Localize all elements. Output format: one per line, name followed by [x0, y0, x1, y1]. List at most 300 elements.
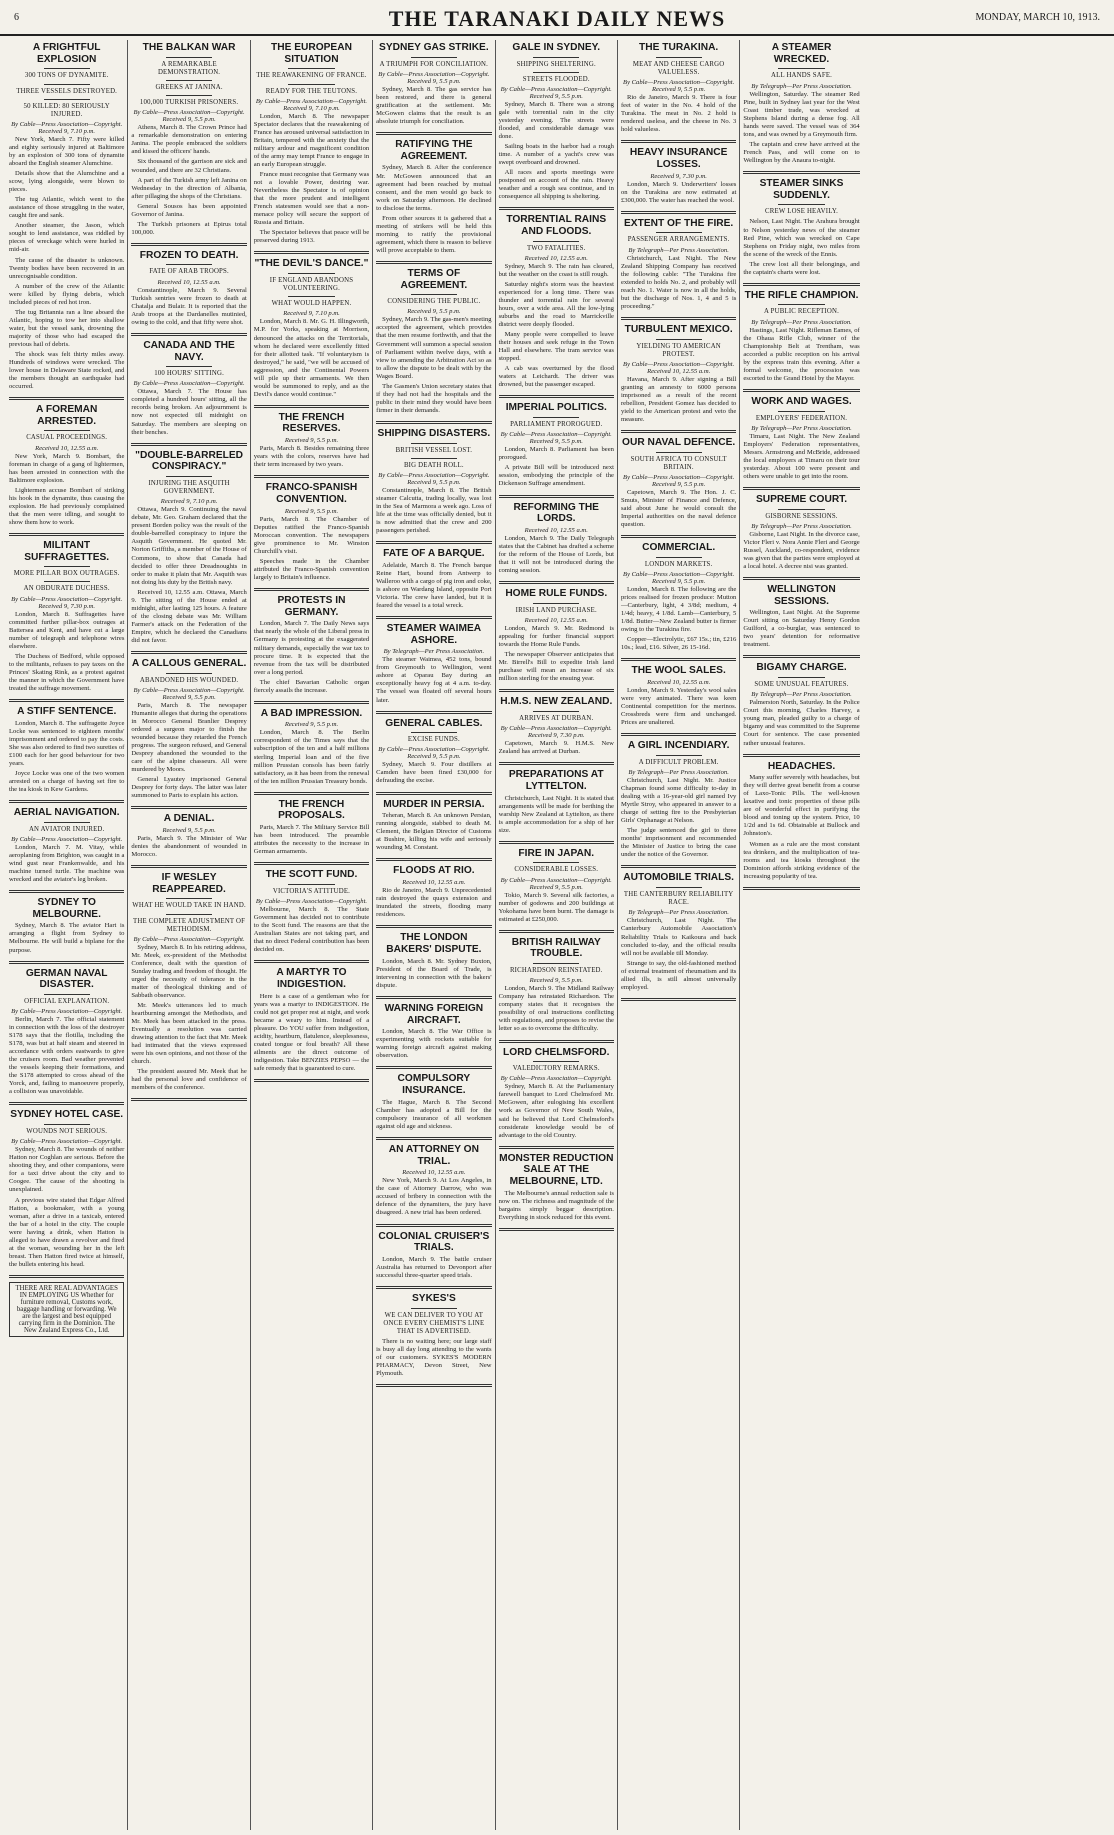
subheading: THE COMPLETE ADJUSTMENT OF METHODISM. — [133, 917, 246, 933]
paragraph: Ottawa, March 7. The House has completed a hundred hours' sitting, all the records being broken. An adjournment is now not expected till midnight on Saturday. The members are sleeping on their benches. — [131, 388, 247, 436]
subheading: WHAT WOULD HAPPEN. — [271, 300, 352, 308]
article-body — [131, 506, 246, 645]
article-separator — [743, 655, 859, 658]
dateline: By Cable—Press Association—Copyright. Received 9, 5.5 p.m. — [133, 686, 245, 701]
article-separator — [9, 1102, 124, 1105]
subheading: VALEDICTORY REMARKS. — [512, 1065, 600, 1073]
article — [621, 218, 736, 311]
divider-rule — [533, 241, 579, 242]
article — [254, 42, 369, 245]
headline: AN ATTORNEY ON TRIAL. — [388, 1143, 479, 1167]
subheading: RICHARDSON REINSTATED. — [509, 967, 603, 975]
divider-rule — [533, 57, 579, 58]
subheading: SOUTH AFRICA TO CONSULT BRITAIN. — [630, 455, 727, 471]
article-body — [131, 944, 246, 1093]
paragraph: Strange to say, the old-fashioned method of external treatment of rheumatism and its allied ills, is still almost universally employed. — [620, 959, 737, 991]
subheading: GISBORNE SESSIONS. — [765, 512, 838, 520]
article-separator — [376, 1286, 491, 1289]
dateline: Received 10, 12.55 a.m. — [157, 278, 221, 286]
paragraph: General Sousos has been appointed Governor of Janina. — [131, 202, 247, 218]
paragraph: Many people were compelled to leave their houses and seek refuge in the Town Hall and elsewhere. The tram service was stopped. — [498, 331, 614, 363]
paragraph: Many suffer severely with headaches, but they will derive great benefit from a course of Laxo-Tonic Pills. The well-known laxative and tonic properties of these pills are of wonderful effect in purifying the blood and toning up the system. Price, 10 1/2d and 1s 6d. Obtainable at Bullock and Johnston's. — [743, 774, 860, 838]
article-separator — [743, 754, 859, 757]
article — [499, 937, 614, 1034]
headline: MURDER IN PERSIA. — [383, 798, 485, 810]
subheading: MEAT AND CHEESE CARGO VALUELESS. — [632, 60, 725, 76]
article-body — [376, 1256, 491, 1280]
paragraph: Sydney, March 9. The gas-men's meeting accepted the agreement, which provides that the men resume forthwith, and that the Government will summon a special session of Parliament within twelve days, with a view to amending the Arbitration Act so as to allow the dispute to be dealt with by the Wages Board. — [376, 316, 492, 380]
article — [9, 540, 124, 693]
article-separator — [254, 701, 369, 704]
subheading: ALL HANDS SAFE. — [770, 72, 833, 80]
subheading: THREE VESSELS DESTROYED. — [16, 87, 118, 95]
article-separator — [621, 535, 736, 538]
newspaper-title: THE TARANAKI DAILY NEWS — [388, 6, 726, 31]
paragraph: London, March 9. Underwriters' losses on the Turakina are now estimated at £300,000. The water has reached the wool. — [620, 180, 737, 204]
headline: A FRIGHTFUL EXPLOSION — [32, 42, 101, 65]
dateline: By Telegraph—Per Press Association. — [383, 648, 485, 656]
paragraph: London, March 8. The War Office is experimenting with rockets suitable for warning foreign aircraft against making observation. — [376, 1028, 492, 1060]
headline: MILITANT SUFFRAGETTES. — [24, 539, 110, 563]
column-5 — [496, 40, 618, 1830]
headline: STEAMER WAIMEA ASHORE. — [386, 622, 482, 646]
paragraph: London, March 7. M. Vitay, while aeroplaning from Brighton, was caught in a wind gust near Frankenwalde, and his machine turned turtle. The machine was wrecked and the aviator's leg broken. — [9, 843, 125, 883]
article-body — [376, 487, 491, 535]
article-separator — [131, 865, 246, 868]
article-body — [254, 318, 369, 398]
paragraph: Women as a rule are the most constant tea drinkers, and the multiplication of tea-rooms and tea kiosks throughout the Dominion affords striking evidence of the increasing popularity of tea. — [743, 840, 860, 880]
headline: A GIRL INCENDIARY. — [627, 740, 730, 752]
article — [499, 214, 614, 389]
paragraph: Constantinople, March 8. The British steamer Calcutta, trading locally, was lost in the Sea of Marmora a week ago. Loss of life at the time was officially denied, but it is now admitted that the crew and 200 passengers perished. — [376, 486, 492, 534]
article-separator — [621, 658, 736, 661]
article — [9, 807, 124, 884]
dateline: By Cable—Press Association—Copyright. — [500, 1075, 612, 1083]
article — [376, 1003, 491, 1061]
headline: IF WESLEY REAPPEARED. — [152, 871, 226, 895]
paragraph: Hastings, Last Night. Rifleman Eames, of the Ohaua Rifle Club, winner of the Championship Belt at Trentham, was accorded a public reception on his arrival by the express train this evening. After a formal welcome, the procession was escorted to the Grand Hotel by the Mayor. — [743, 326, 860, 382]
paragraph: France must recognise that Germany was not a lovable Power, desiring war. Nevertheless the Spectator is of opinion that the more prudent and intelligent French statesmen would see that a non-menace policy will secure the support of Russia and Britain. — [253, 170, 370, 227]
article-separator — [376, 792, 491, 795]
article-body — [9, 136, 124, 391]
dateline: Received 10, 12.55 a.m. — [524, 616, 588, 624]
paragraph: A number of the crew of the Atlantic were killed by flying debris, which included pieces of red hot iron. — [9, 282, 125, 306]
headline: PREPARATIONS AT LYTTELTON. — [508, 769, 604, 792]
article-separator — [131, 806, 246, 809]
dateline: By Cable—Press Association—Copyright. Received 9, 5.5 p.m. — [500, 86, 612, 101]
divider-rule — [44, 84, 90, 85]
headline: LORD CHELMSFORD. — [503, 1046, 610, 1058]
article — [499, 696, 614, 756]
divider-rule — [166, 476, 212, 477]
paragraph: A part of the Turkish army left Janina on Wednesday in the direction of Albania, after pillaging the shops of the Christians. — [131, 176, 247, 200]
paragraph: Here is a case of a gentleman who for years was a martyr to INDIGESTION. He could not get proper rest at night, and work became a weary to him. Instead of a pleasure. Do YOU suffer from indigestion, acidity, heartburn, flatulence, sleeplessness, coated tongue or foul breath? All these ailments are the direct outcome of indigestion. Take BENZIES PEPSO — the safe remedy that is guaranteed to cure. — [253, 992, 370, 1072]
article-body — [376, 86, 491, 126]
article — [499, 42, 614, 201]
article-separator — [9, 890, 124, 893]
divider-rule — [44, 68, 90, 69]
dateline: By Cable—Press Association—Copyright. Received 9, 5.5 p.m. — [378, 746, 490, 761]
headline: FRANCO-SPANISH CONVENTION. — [265, 482, 358, 505]
article-separator — [9, 397, 124, 400]
headline: FIRE IN JAPAN. — [518, 847, 595, 859]
article-separator — [376, 711, 491, 714]
headline: BRITISH RAILWAY TROUBLE. — [511, 936, 601, 960]
headline: HEAVY INSURANCE LOSSES. — [629, 147, 728, 170]
divider-rule — [288, 273, 334, 274]
divider-rule — [411, 443, 457, 444]
subheading: WOUNDS NOT SERIOUS. — [26, 1128, 108, 1136]
dateline: Received 9, 5.5 p.m. — [162, 826, 216, 834]
article-body — [254, 620, 369, 694]
paragraph: Wellington, Saturday. The steamer Red Pine, built in Sydney last year for the West Coast timber trade, was wrecked at Stephens Island during a dense fog. All hands were saved. The vessel was of 364 tons, and was owned by a Greymouth firm. — [743, 90, 860, 138]
dateline: By Cable—Press Association—Copyright. Received 10, 12.55 a.m. — [623, 360, 735, 375]
dateline: Received 9, 7.30 p.m. — [650, 172, 707, 180]
article-body — [621, 917, 736, 991]
dateline: By Telegraph—Per Press Association. — [751, 522, 852, 530]
paragraph: Christchurch, Last Night. It is stated that arrangements will be made for berthing the warship New Zealand at Lyttelton, as there is ample accommodation for a ship of her size. — [498, 794, 614, 834]
subheading: SHIPPING SHELTERING. — [516, 60, 596, 68]
article — [743, 42, 859, 165]
headline: THE TURAKINA. — [639, 42, 719, 53]
article — [743, 761, 859, 881]
divider-rule — [778, 509, 825, 510]
headline: A CALLOUS GENERAL. — [131, 657, 247, 669]
article-body — [254, 445, 369, 469]
article — [254, 412, 369, 470]
column-3 — [251, 40, 373, 1830]
paragraph: London, March 9. The battle cruiser Australia has returned to Devonport after successful three-quarter speed trials. — [376, 1255, 492, 1279]
article-separator — [254, 862, 369, 865]
article — [131, 450, 246, 645]
headline: THE LONDON BAKERS' DISPUTE. — [386, 932, 482, 955]
divider-rule — [288, 884, 334, 885]
article-body — [499, 101, 614, 201]
paragraph: Six thousand of the garrison are sick and wounded, and there are 32 Christians. — [131, 158, 247, 174]
dateline: Received 9, 7.10 p.m. — [283, 310, 340, 318]
article — [376, 548, 491, 610]
paragraph: All races and sports meetings were postponed on account of the rain. Heavy weather and a rough sea continue, and in consequence all shipping is sheltering. — [498, 169, 614, 201]
article-body — [9, 611, 124, 693]
article — [376, 1144, 491, 1218]
masthead — [0, 0, 1114, 36]
paragraph: Saturday night's storm was the heaviest experienced for a long time. There was thunder and torrential rain for several hours, over a wide area. All the low-lying suburbs and the road to Marrickville district were deeply flooded. — [498, 281, 614, 329]
article-body — [376, 656, 491, 704]
article-separator — [743, 487, 859, 490]
headline: A STIFF SENTENCE. — [17, 705, 117, 717]
headline: REFORMING THE LORDS. — [513, 501, 599, 525]
subheading: PARLIAMENT PROROGUED. — [510, 421, 603, 429]
paragraph: Received 10, 12.55 a.m. Ottawa, March 9. The sitting of the House ended at midnight, after lasting 125 hours. A feature of the closing debate was Mr. William Farmer's attack on the Federation of the Empire, which he declared the Canadians did not favor. — [131, 588, 247, 644]
paragraph: The Spectator believes that peace will be preserved during 1913. — [253, 229, 370, 245]
paragraph: London, March 8. The suffragette Joyce Locke was sentenced to eighteen months' imprisonment and ordered to pay the costs. She was also ordered to find two sureties of £100 each for her good behaviour for two years. — [9, 719, 125, 767]
dateline: By Cable—Press Association—Copyright. Received 9, 5.5 p.m. — [133, 109, 245, 124]
article-separator — [9, 533, 124, 536]
article-separator — [743, 283, 859, 286]
headline: FLOODS AT RIO. — [393, 865, 475, 877]
subheading: IRISH LAND PURCHASE. — [515, 606, 597, 614]
article-separator — [376, 1066, 491, 1069]
headline: THE FRENCH RESERVES. — [278, 411, 345, 435]
article — [621, 872, 736, 991]
article-body — [499, 535, 614, 575]
headline: GERMAN NAVAL DISASTER. — [25, 967, 108, 991]
article-body — [621, 94, 736, 134]
subheading: PASSENGER ARRANGEMENTS. — [627, 236, 730, 244]
dateline: Received 9, 5.5 p.m. — [284, 437, 339, 445]
subheading: CASUAL PROCEEDINGS. — [26, 434, 108, 442]
article-body — [621, 376, 736, 424]
article-body — [131, 388, 246, 436]
column-2 — [128, 40, 250, 1830]
divider-rule — [166, 366, 212, 367]
article-body — [131, 287, 246, 327]
article-body — [621, 777, 736, 859]
subheading: CONSIDERING THE PUBLIC. — [387, 298, 481, 306]
subheading: BIG DEATH ROLL. — [403, 461, 464, 469]
paragraph: The tug Britannia ran a line aboard the Atlantic, hoping to tow her into shallow water, but the vessel sank, drowning the majority of those who had escaped the previous hail of debris. — [9, 308, 125, 348]
headline: SUPREME COURT. — [755, 493, 848, 505]
headline: THE SCOTT FUND. — [265, 869, 358, 881]
headline: HOME RULE FUNDS. — [505, 588, 608, 600]
headline: THE WOOL SALES. — [631, 665, 726, 677]
article — [254, 869, 369, 954]
article — [499, 1047, 614, 1140]
headline: TORRENTIAL RAINS AND FLOODS. — [506, 214, 607, 238]
article-body — [9, 844, 124, 884]
dateline: By Cable—Press Association—Copyright. Received 9, 5.5 p.m. — [623, 571, 735, 586]
divider-rule — [166, 95, 212, 96]
article-separator — [131, 1098, 246, 1101]
paragraph: London, March 8. Mr. G. H. Illingworth, M.P. for Yorks, speaking at Morrison, denounced the attacks on the Territorials, whom he declared were excellently fitted for their allotted task. "If voluntaryism is destroyed," he said, "we will be accused of aggression, and the Continental Powers will pile up their armaments. We then would be summoned to reply, and as the Devil's dance would continue." — [253, 318, 370, 398]
article-separator — [131, 443, 246, 446]
article — [9, 1109, 124, 1268]
article — [499, 1153, 614, 1222]
divider-rule — [778, 204, 825, 205]
divider-rule — [288, 296, 334, 297]
article — [743, 290, 859, 383]
subheading: ARRIVES AT DURBAN. — [519, 714, 594, 722]
headline: FROZEN TO DEATH. — [139, 249, 239, 261]
paragraph: Tokio, March 9. Several silk factories, a number of godowns and 200 buildings at Yokohama have been burnt. The damage is estimated at £250,000. — [498, 891, 614, 923]
headline: THE BALKAN WAR — [142, 42, 236, 53]
headline: COMPULSORY INSURANCE. — [397, 1073, 471, 1097]
article-body — [499, 985, 614, 1033]
paragraph: The shock was felt thirty miles away. Hundreds of windows were wrecked. The lower house in Delaware State rocked, and the members thought an earthquake had occurred. — [9, 350, 125, 390]
article — [499, 502, 614, 576]
article — [376, 1231, 491, 1281]
article — [376, 42, 491, 126]
article-separator — [743, 389, 859, 392]
article-body — [376, 761, 491, 785]
paragraph: Paris, March 8. Besides remaining three years with the colors, reserves have had their term increased by two years. — [253, 445, 370, 469]
paragraph: The Melbourne's annual reduction sale is now on. The richness and magnitude of the bargains simply beggar description. Everything in stock reduced for this event. — [498, 1189, 614, 1221]
article-body — [376, 1338, 491, 1378]
article-body — [621, 687, 736, 727]
paragraph: Melbourne, March 8. The State Government has decided not to contribute to the Scott fund. The reasons are that the Australian States are not taking part, and that no direct Federal contribution has been decided on. — [253, 906, 370, 954]
article — [254, 799, 369, 857]
paragraph: Sydney, March 8. The gas service has been restored, and there is general gratification at the settlement. Mr. McGowen claims that the result is an absolute triumph for conciliation. — [376, 85, 492, 125]
article — [9, 42, 124, 391]
paragraph: There is no waiting here; our large staff is busy all day long attending to the wants of our customers. SYKES'S MODERN PHARMACY, Devon Street, New Plymouth. — [376, 1338, 492, 1378]
divider-rule — [778, 677, 825, 678]
dateline: Received 9, 5.5 p.m. — [407, 308, 461, 316]
article — [376, 865, 491, 919]
article — [376, 932, 491, 990]
article-separator — [499, 495, 614, 498]
article-separator — [376, 1384, 491, 1387]
article-body — [499, 1083, 614, 1139]
paragraph: Timaru, Last Night. The New Zealand Employers' Federation representatives, Messrs. Armstrong and McBride, addressed the local employers at Timaru on their tour yesterday. About 100 were present and others were unable to get into the room. — [743, 432, 860, 480]
headline: AUTOMOBILE TRIALS. — [623, 872, 735, 884]
article — [621, 147, 736, 205]
article-separator — [9, 800, 124, 803]
paragraph: Sydney, March 8. The aviator Hart is arranging a flight from Sydney to Melbourne. He will build a biplane for the purpose. — [9, 922, 125, 954]
headline: PROTESTS IN GERMANY. — [277, 594, 346, 618]
divider-rule — [44, 822, 90, 823]
subheading: ABANDONED HIS WOUNDED. — [139, 676, 239, 684]
subheading: 100 HOURS' SITTING. — [154, 370, 224, 378]
article-body — [499, 446, 614, 488]
dateline: By Cable—Press Association—Copyright. Received 9, 5.5 p.m. — [378, 471, 490, 486]
divider-rule — [778, 68, 825, 69]
article-separator — [743, 887, 859, 890]
dateline: By Cable—Press Association—Copyright. Received 9, 5.5 p.m. — [500, 431, 612, 446]
divider-rule — [44, 99, 90, 100]
dateline: By Cable—Press Association—Copyright. — [11, 835, 123, 843]
dateline: By Cable—Press Association—Copyright. — [133, 380, 245, 388]
article-body — [499, 795, 614, 835]
headline: TERMS OF AGREEMENT. — [400, 267, 468, 291]
article — [376, 428, 491, 535]
article-separator — [621, 211, 736, 214]
article-separator — [499, 689, 614, 692]
article — [9, 897, 124, 955]
headline: A MARTYR TO INDIGESTION. — [276, 967, 347, 990]
dateline: By Cable—Press Association—Copyright. Received 9, 7.10 p.m. — [11, 121, 123, 136]
article-body — [376, 1099, 491, 1131]
article-body — [499, 892, 614, 924]
paragraph: General Lyautey imprisoned General Desprey for forty days. The latter was later summoned to Paris to explain his action. — [131, 776, 247, 800]
paragraph: Adelaide, March 8. The French barque Reine Hart, bound from Antwerp to Walleroo with a cargo of pig iron and coke, is ashore on Wardang Island, opposite Port Victoria. The crew have landed, but it is feared the vessel is a total wreck. — [376, 561, 492, 609]
article-body — [131, 124, 246, 236]
headline: IMPERIAL POLITICS. — [505, 402, 607, 414]
headline: "DOUBLE-BARRELED CONSPIRACY." — [135, 449, 243, 473]
divider-rule — [411, 458, 457, 459]
paragraph: Speeches made in the Chamber attributed the Franco-Spanish convention largely to Britain's influence. — [253, 557, 370, 581]
paragraph: London, March 7. The Daily News says that nearly the whole of the Liberal press in Germany is protesting at the exaggerated military demands, especially the war tax to procure time. It is expected that the revenue from the tax will be distributed over a long period. — [253, 620, 370, 676]
headline: GALE IN SYDNEY. — [512, 42, 601, 53]
headline: COMMERCIAL. — [642, 542, 716, 554]
subheading: BRITISH VESSEL LOST. — [395, 446, 473, 454]
article-body — [254, 729, 369, 785]
headline: BIGAMY CHARGE. — [756, 662, 847, 674]
article-separator — [499, 1040, 614, 1043]
subheading: A PUBLIC RECEPTION. — [764, 308, 840, 316]
subheading: FATE OF ARAB TROOPS. — [149, 268, 229, 276]
article-body — [743, 91, 859, 165]
article-separator — [9, 1275, 124, 1278]
subheading: CONSIDERABLE LOSSES. — [514, 866, 599, 874]
paragraph: Gisborne, Last Night. In the divorce case, Victor Fleri v. Nora Annie Fleri and George Russel, Auckland, co-respondent, evidence was given that the parties were employed at a local hotel. A decree nisi was granted. — [743, 530, 860, 570]
subheading: 100,000 TURKISH PRISONERS. — [139, 99, 239, 107]
article-separator — [499, 841, 614, 844]
paragraph: Athens, March 8. The Crown Prince had a remarkable demonstration on entering Janina. The people embraced the soldiers and kissed the officers' hands. — [131, 124, 247, 156]
columns — [6, 40, 1108, 1830]
divider-rule — [656, 755, 702, 756]
article-body — [376, 1028, 491, 1060]
article-body — [743, 327, 859, 383]
article-body — [254, 993, 369, 1073]
article-body — [376, 562, 491, 610]
paragraph: Paris, March 7. The Military Service Bill has been introduced. The preamble attributes the necessity to the increase in German armaments. — [253, 824, 370, 856]
paragraph: The president assured Mr. Meek that he had the personal love and confidence of members of the conference. — [131, 1068, 247, 1092]
subheading: GREEKS AT JANINA. — [155, 84, 223, 92]
article — [254, 482, 369, 582]
paragraph: Copper—Electrolytic, £67 15s.; tin, £216 10s.; lead, £16. Silver, 26 15-16d. — [620, 636, 737, 652]
subheading: AN AVIATOR INJURED. — [28, 825, 105, 833]
subheading: A REMARKABLE DEMONSTRATION. — [157, 60, 221, 76]
article-body — [254, 113, 369, 246]
dateline: Received 9, 5.5 p.m. — [284, 507, 339, 515]
subheading: READY FOR THE TEUTONS. — [265, 87, 358, 95]
headline: WARNING FOREIGN AIRCRAFT. — [384, 1002, 484, 1026]
divider-rule — [778, 304, 825, 305]
paragraph: The judge sentenced the girl to three months' imprisonment and recommended the Minister of Justice to bring the case under the notice of the Governor. — [620, 827, 737, 859]
headline: TURBULENT MEXICO. — [624, 323, 733, 335]
headline: A DENIAL. — [163, 813, 215, 825]
divider-rule — [411, 1308, 457, 1309]
dateline: By Telegraph—Per Press Association. — [751, 82, 852, 90]
article-separator — [131, 651, 246, 654]
divider-rule — [656, 452, 702, 453]
divider-rule — [44, 581, 90, 582]
article-body — [743, 433, 859, 481]
paragraph: A previous wire stated that Edgar Alfred Hatton, a bookmaker, with a young woman, after a drive in a taxicab, entered the bar of a hotel in the city. The couple were having a drink, when Hatton is alleged to have drawn a revolver and fired at the woman, wounding her in the left breast. Then Hatton fired twice at himself, the bullets entering his head. — [9, 1196, 125, 1268]
article-separator — [254, 960, 369, 963]
headline: THE EUROPEAN SITUATION — [271, 42, 352, 65]
article-separator — [621, 140, 736, 143]
dateline: By Cable—Press Association—Copyright. — [11, 1008, 123, 1016]
divider-rule — [44, 994, 90, 995]
dateline: Received 10, 12.55 a.m. — [524, 526, 588, 534]
dateline: By Cable—Press Association—Copyright. — [11, 1138, 123, 1146]
dateline: Received 9, 7.10 p.m. — [160, 498, 218, 506]
headline: SYDNEY TO MELBOURNE. — [32, 896, 101, 920]
subheading: CREW LOSE HEAVILY. — [765, 208, 839, 216]
subheading: MORE PILLAR BOX OUTRAGES. — [13, 570, 120, 578]
paragraph: The crew lost all their belongings, and the captain's charts were lost. — [743, 260, 860, 276]
article-separator — [376, 925, 491, 928]
subheading: WHAT HE WOULD TAKE IN HAND. — [132, 902, 246, 910]
article — [621, 542, 736, 652]
paragraph: The captain and crew have arrived at the French Pass, and will come on to Wellington by the Anaura to-night. — [743, 140, 860, 164]
article — [621, 42, 736, 134]
article-separator — [376, 996, 491, 999]
paragraph: Paris, March 8. The Chamber of Deputies ratified the Franco-Spanish Moroccan convention. The newspapers give prominence to Mr. Winston Churchill's visit. — [253, 515, 370, 555]
paragraph: Joyce Locke was one of the two women arrested on a charge of having set fire to the tea kiosk in Kew Gardens. — [9, 769, 125, 793]
paragraph: Sydney, March 8. After the conference Mr. McGowen announced that an agreement had been reached by mutual consent, and the men would go back to work on Saturday afternoon. He declined to disclose the terms. — [376, 164, 492, 212]
article — [376, 1073, 491, 1131]
dateline: By Telegraph—Per Press Association. — [628, 909, 729, 917]
paragraph: Christchurch, Last Night. Mr. Justice Chapman found some difficulty to-day in dealing with a 16-year-old girl named Ivy Myrtle Stroy, who appeared in answer to a charge of setting fire to the Presbyterian Girls' Orphanage at Nelson. — [620, 777, 737, 825]
subheading: IF ENGLAND ABANDONS VOLUNTEERING. — [269, 276, 354, 293]
divider-rule — [166, 673, 212, 674]
subheading: SOME UNUSUAL FEATURES. — [754, 681, 849, 689]
article-body — [621, 586, 736, 652]
divider-rule — [411, 57, 457, 58]
article-separator — [254, 405, 369, 408]
